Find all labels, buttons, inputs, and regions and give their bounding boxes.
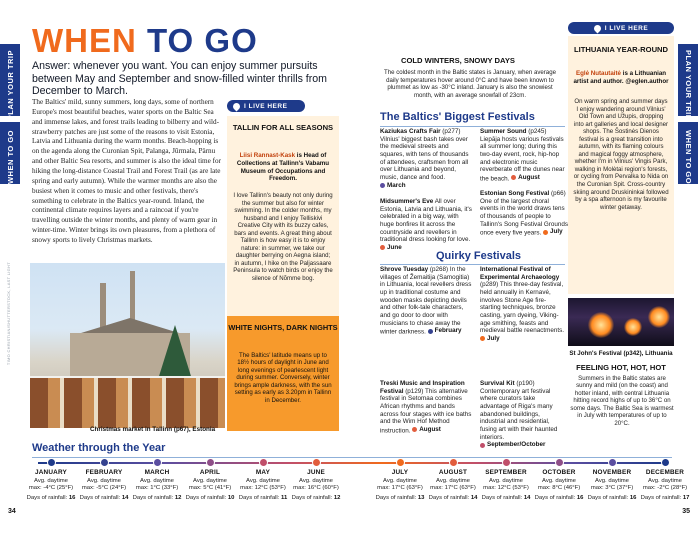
max-temp-value: max: 17°C (63°F)	[430, 485, 476, 492]
weather-month-temp	[289, 478, 343, 492]
festival-month	[380, 244, 402, 252]
rainfall-days-value: 16	[629, 495, 637, 502]
festival-ref: (p268)	[428, 266, 449, 273]
st-johns-festival-photo	[568, 298, 674, 346]
avg-daytime-label: Avg. daytime	[383, 478, 417, 484]
month-marker-icon	[153, 458, 162, 467]
month-dot-icon	[412, 427, 417, 432]
page-number-right: 35	[682, 508, 690, 515]
cold-winters-heading: COLD WINTERS, SNOWY DAYS	[401, 56, 515, 65]
festival-item	[380, 128, 472, 191]
festival-ref: (p289)	[480, 281, 499, 289]
avg-daytime-label: Avg. daytime	[595, 478, 629, 484]
lithuania-box-author	[572, 70, 670, 86]
month-marker-icon	[206, 458, 215, 467]
weather-month-temp	[426, 478, 480, 492]
month-marker-icon	[47, 458, 56, 467]
christmas-market-caption: Christmas market in Tallinn (p67), Estonia	[90, 426, 216, 433]
festival-name: International Festival of Experimental Archaeology	[480, 266, 560, 281]
rainfall-days-value: 12	[333, 495, 341, 502]
festival-text: In the villages of Žemaitija (Samogitia) in Lithuania, local revellers dress up in traditional costume and wooden masks depicting devils and other folk-tale characters, and go door to door with musicians to chase away the winter darkness.	[380, 266, 472, 336]
tallinn-box-body: I love Tallinn's beauty not only during the summer but also for winter swimming. In the colder months, my husband and I enjoy Telliskivi Creative City with its buzzy cafes, bars and events. A great thing about Tallinn is how easy it is to enjoy nature: in summer, we take our daughter berrying on Aegna island; in autumn, I hike on the Paljassaare Peninsula to watch birds or enjoy the silence of Nõmme bog.	[233, 192, 333, 283]
rainfall-label: Days of rainfall:	[534, 495, 576, 502]
christmas-market-photo	[30, 263, 225, 428]
photo-credit: TIMO CHRISTIAN/SHUTTERSTOCK, LAST LIGHT	[6, 262, 11, 366]
weather-month-rain	[77, 495, 131, 502]
weather-month-temp	[532, 478, 586, 492]
festival-name: Treski Music and Inspiration Festival	[380, 380, 465, 395]
weather-month-rain	[638, 495, 692, 502]
weather-month-temp	[183, 478, 237, 492]
festival-item	[480, 266, 566, 344]
weather-month	[479, 458, 533, 502]
festival-month	[543, 228, 563, 236]
weather-month-name: FEBRUARY	[85, 469, 123, 476]
weather-month-rain	[373, 495, 427, 502]
festival-month	[428, 327, 462, 335]
weather-month-temp	[373, 478, 427, 492]
white-nights-box	[227, 316, 339, 431]
month-marker-icon	[259, 458, 268, 467]
max-temp-value: max: 1°C (33°F)	[135, 485, 179, 492]
max-temp-value: max: 12°C (53°F)	[483, 485, 529, 492]
rainfall-label: Days of rainfall:	[185, 495, 227, 502]
weather-month-rain	[289, 495, 343, 502]
weather-month-rain	[479, 495, 533, 502]
rainfall-label: Days of rainfall:	[428, 495, 470, 502]
festival-ref: (p245)	[526, 128, 547, 135]
weather-month	[289, 458, 343, 502]
live-here-label-right: I LIVE HERE	[604, 24, 649, 32]
intro-paragraph: The Baltics' mild, sunny summers, long days, some of northern Europe's most beautiful beaches, water sports on the Baltic Sea and immense lakes, and forest trails leading to bilberry and wild-strawberry patches are just some of the reasons to visit Estonia, Latvia and Lithuania during the warm months. Beach-hopping is on the agenda along the Curonian Spit, Palanga, Jūrmala, Pärnu and other Baltic Sea resorts, and summer is also the ideal time for hiking the long-distance Coastal Trail and Forest Trail (as are late spring and early autumn). While the warmer months are also the busiest when it comes to music and other festivals, there's something to celebrate in the Baltics year-round. Inland, the continental climate requires layers and a raincoat if you're travelling outside the winter months, and plenty of warm gear in winter-time. Winter brings its own pleasures, from a plethora of snowy sports to lively Christmas markets.	[32, 98, 222, 245]
avg-daytime-label: Avg. daytime	[299, 478, 333, 484]
month-dot-icon	[380, 245, 385, 250]
lithuania-box-body: On warm spring and summer days I enjoy wandering around Vilnius' Old Town and Užupis, dropping into art galleries and local designer shops. The Šostinės Dienos festival is a great transition into autumn, with its flaming colours and magical foggy atmosphere, whether I'm in Vilnius' Vingis Park, walking in Molėtai region's forests, or cycling from Pervalka to Nida on the Curonian Spit. Cross-country skiing around Druskininkai followed by a spa afternoon is my favourite winter getaway.	[573, 98, 669, 211]
festival-month-label: July	[550, 228, 563, 236]
rainfall-days-value: 16	[576, 495, 584, 502]
white-nights-heading: WHITE NIGHTS, DARK NIGHTS	[228, 323, 338, 332]
rainfall-label: Days of rainfall:	[132, 495, 174, 502]
weather-month-temp	[77, 478, 131, 492]
rainfall-days-value: 14	[470, 495, 478, 502]
rainfall-days-value: 14	[121, 495, 129, 502]
weather-month-name: JANUARY	[34, 469, 68, 476]
rainfall-label: Days of rainfall:	[26, 495, 68, 502]
title-word-to-go: TO GO	[147, 22, 258, 59]
avg-daytime-label: Avg. daytime	[193, 478, 227, 484]
st-johns-caption: St John's Festival (p342), Lithuania	[569, 350, 673, 357]
left-sidebar-label-2: WHEN TO GO	[6, 130, 15, 185]
festival-month-label: June	[387, 244, 402, 252]
weather-month-name: NOVEMBER	[592, 469, 632, 476]
weather-month	[426, 458, 480, 502]
weather-month-rain	[585, 495, 639, 502]
title-word-when: WHEN	[32, 22, 137, 59]
festival-month-label: September/October	[487, 441, 546, 449]
weather-month-temp	[236, 478, 290, 492]
festival-ref: (p66)	[549, 190, 566, 197]
weather-month	[24, 458, 78, 502]
rainfall-label: Days of rainfall:	[291, 495, 333, 502]
avg-daytime-label: Avg. daytime	[489, 478, 523, 484]
page-title	[32, 24, 258, 57]
festival-month-label: August	[518, 174, 540, 182]
weather-month-name: JULY	[391, 469, 409, 476]
rainfall-label: Days of rainfall:	[640, 495, 682, 502]
month-dot-icon	[480, 443, 485, 448]
tallinn-box	[227, 116, 339, 316]
month-dot-icon	[480, 336, 485, 341]
rainfall-days-value: 13	[417, 495, 425, 502]
max-temp-value: max: -2°C (28°F)	[642, 485, 688, 492]
rainfall-days-value: 14	[523, 495, 531, 502]
month-marker-icon	[661, 458, 670, 467]
festival-name: Kaziukas Crafts Fair	[380, 128, 441, 135]
weather-month-temp	[638, 478, 692, 492]
live-here-label: I LIVE HERE	[244, 102, 288, 110]
weather-month-name: DECEMBER	[645, 469, 685, 476]
rainfall-label: Days of rainfall:	[375, 495, 417, 502]
max-temp-value: max: -5°C (24°F)	[81, 485, 127, 492]
weather-month-rain	[130, 495, 184, 502]
pin-icon	[592, 23, 602, 33]
tallinn-box-heading: TALLIN FOR ALL SEASONS	[232, 123, 334, 132]
festival-text: One of the largest choral events in the world draws tens of thousands of people to Tallinn's Song Festival Grounds once every five years.	[480, 197, 569, 237]
rainfall-label: Days of rainfall:	[587, 495, 629, 502]
festival-text: Liepāja hosts various festivals all summer long; during this two-day event, rock, hip-hop and electronic music reverberate off the dunes near the beach.	[480, 135, 565, 183]
lithuania-box	[568, 36, 674, 294]
festival-month-label: July	[487, 335, 500, 343]
rainfall-label: Days of rainfall:	[79, 495, 121, 502]
festival-month-label: August	[419, 426, 441, 434]
weather-month-temp	[130, 478, 184, 492]
quirky-festivals-rule	[380, 264, 565, 265]
festival-month	[511, 174, 540, 182]
tallinn-box-author	[232, 152, 334, 183]
rainfall-days-value: 11	[281, 495, 288, 502]
max-temp-value: max: 3°C (37°F)	[590, 485, 634, 492]
max-temp-value: max: -4°C (25°F)	[28, 485, 74, 492]
festival-month	[480, 335, 500, 343]
weather-month	[130, 458, 184, 502]
weather-month-name: OCTOBER	[542, 469, 576, 476]
white-nights-body: The Baltics' latitude means up to 18½ hours of daylight in June and long evenings of pearlescent light during summer. Conversely, winter brings ample darkness, with the sun setting as early as 3.20pm in Tallinn in December.	[234, 352, 332, 404]
pin-icon	[232, 101, 242, 111]
festival-name: Midsummer's Eve	[380, 198, 434, 205]
avg-daytime-label: Avg. daytime	[87, 478, 121, 484]
festival-text: Vilnius' biggest bash takes over the medieval streets and squares, with tens of thousands of attendees, craftsmen from all over Lithuania and beyond, music, dance and food.	[380, 135, 469, 182]
weather-month-rain	[24, 495, 78, 502]
lithuania-box-heading: LITHUANIA YEAR-ROUND	[573, 45, 669, 54]
avg-daytime-label: Avg. daytime	[140, 478, 174, 484]
page-number-left: 34	[8, 508, 16, 515]
month-marker-icon	[449, 458, 458, 467]
weather-month-rain	[426, 495, 480, 502]
month-dot-icon	[380, 183, 385, 188]
max-temp-value: max: 16°C (60°F)	[293, 485, 339, 492]
max-temp-value: max: 17°C (63°F)	[377, 485, 423, 492]
festival-item	[480, 380, 566, 450]
weather-month-rain	[183, 495, 237, 502]
weather-month-name: AUGUST	[438, 469, 468, 476]
weather-month-name: SEPTEMBER	[485, 469, 527, 476]
festival-item	[380, 266, 474, 336]
avg-daytime-label: Avg. daytime	[648, 478, 682, 484]
rainfall-days-value: 16	[68, 495, 76, 502]
festival-item	[480, 128, 568, 183]
weather-month-name: JUNE	[307, 469, 325, 476]
lithuania-author-role: is a Lithuanian artist and author. @eglen.author	[573, 70, 669, 85]
quirky-festivals-heading: Quirky Festivals	[436, 250, 521, 262]
weather-month	[585, 458, 639, 502]
avg-daytime-label: Avg. daytime	[542, 478, 576, 484]
avg-daytime-label: Avg. daytime	[246, 478, 280, 484]
rainfall-days-value: 10	[227, 495, 235, 502]
festival-text: This alternative festival in Setomaa combines African rhythms and bands across four stages with ice baths and the Wim Hof Method instruction.	[380, 387, 472, 435]
month-dot-icon	[511, 175, 516, 180]
festival-name: Summer Sound	[480, 128, 527, 135]
weather-month-name: MARCH	[144, 469, 170, 476]
month-marker-icon	[502, 458, 511, 467]
festival-ref: (p190)	[514, 380, 535, 387]
weather-month	[638, 458, 692, 502]
right-sidebar-label: PLAN YOUR TRIP	[684, 50, 693, 121]
weather-heading: Weather through the Year	[32, 442, 166, 454]
tallinn-author-name: Liisi Rannast-Kask	[239, 152, 296, 159]
weather-month-temp	[24, 478, 78, 492]
weather-month-temp	[585, 478, 639, 492]
festival-item	[480, 190, 568, 237]
rainfall-days-value: 17	[682, 495, 690, 502]
festival-month	[412, 426, 441, 434]
weather-month	[183, 458, 237, 502]
tallinn-author-role: is Head of Collections at Tallinn's Vabamu Museum of Occupations and Freedom.	[236, 152, 330, 183]
hot-summers-heading: FEELING HOT, HOT, HOT	[576, 363, 666, 372]
cold-winters-body: The coldest month in the Baltic states is January, when average daily temperatures hover around 0°C and have been known to plummet as low as -30°C inland. January is also the snowiest month, with an average snowfall of 23cm.	[384, 69, 556, 99]
festival-item	[380, 198, 472, 253]
live-here-badge	[227, 100, 305, 112]
avg-daytime-label: Avg. daytime	[34, 478, 68, 484]
right-sidebar-label-2: WHEN TO GO	[684, 130, 693, 185]
rainfall-days-value: 12	[174, 495, 182, 502]
rainfall-label: Days of rainfall:	[238, 495, 280, 502]
page-subtitle: Answer: whenever you want. You can enjoy summer pursuits between May and September and snow-filled winter thrills from December to March.	[32, 60, 327, 97]
festival-ref: (p277)	[440, 128, 461, 135]
weather-month	[77, 458, 131, 502]
month-marker-icon	[100, 458, 109, 467]
left-sidebar	[0, 0, 20, 538]
festival-name: Estonian Song Festival	[480, 190, 550, 197]
weather-month	[373, 458, 427, 502]
weather-month-name: MAY	[255, 469, 271, 476]
festival-item	[380, 380, 474, 435]
festival-text: All over Estonia, Latvia and Lithuania, it's celebrated in a big way, with huge bonfires lit across the countryside and revellers in traditional dress looking for love.	[380, 198, 472, 244]
festival-month	[480, 441, 545, 449]
month-dot-icon	[543, 230, 548, 235]
weather-month	[532, 458, 586, 502]
festival-month	[380, 182, 406, 190]
rainfall-label: Days of rainfall:	[481, 495, 523, 502]
month-marker-icon	[555, 458, 564, 467]
month-dot-icon	[428, 329, 433, 334]
avg-daytime-label: Avg. daytime	[436, 478, 470, 484]
weather-month-name: APRIL	[199, 469, 221, 476]
festival-name: Survival Kit	[480, 380, 515, 387]
weather-month-temp	[479, 478, 533, 492]
festival-ref: (p129)	[403, 387, 424, 395]
festival-text: Contemporary art festival where curators take advantage of Riga's many abandoned buildings, industrial and residential, fusing art with their haunted interiors.	[480, 387, 558, 441]
max-temp-value: max: 8°C (46°F)	[537, 485, 581, 492]
festival-month-label: March	[387, 181, 406, 189]
weather-month	[236, 458, 290, 502]
biggest-festivals-heading: The Baltics' Biggest Festivals	[380, 111, 535, 123]
live-here-badge-right	[568, 22, 674, 34]
lithuania-author-name: Eglė Nutautaitė	[575, 70, 621, 77]
max-temp-value: max: 5°C (41°F)	[188, 485, 232, 492]
left-sidebar-label: PLAN YOUR TRIP	[6, 50, 15, 121]
festival-text: This three-day festival, held annually in Kernavė, involves Stone Age fire-starting techniques, bronze casting, yarn dyeing, Viking-age smithing, feasts and medieval battle reenactments.	[480, 281, 565, 335]
max-temp-value: max: 12°C (53°F)	[240, 485, 286, 492]
month-marker-icon	[312, 458, 321, 467]
biggest-festivals-rule	[380, 126, 565, 127]
festival-month-label: February	[434, 327, 462, 335]
hot-summers-body: Summers in the Baltic states are sunny and mild (on the coast) and hotter inland, with central Lithuania hitting record highs of up to 36°C on some days. The Baltic Sea is warmest in July with temperatures of up to 20°C.	[570, 375, 674, 427]
weather-month-rain	[532, 495, 586, 502]
month-marker-icon	[608, 458, 617, 467]
month-marker-icon	[396, 458, 405, 467]
weather-month-rain	[236, 495, 290, 502]
festival-name: Shrove Tuesday	[380, 266, 429, 273]
